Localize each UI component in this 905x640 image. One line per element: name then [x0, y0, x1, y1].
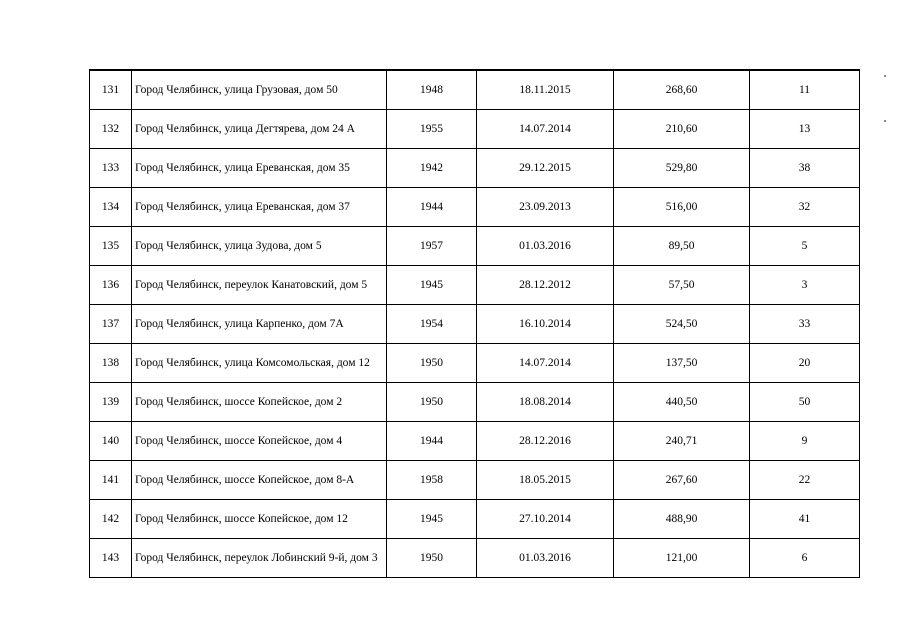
row-area: 524,50 [614, 305, 750, 344]
row-year: 1950 [387, 539, 477, 578]
row-number: 131 [90, 70, 132, 110]
row-date: 23.09.2013 [477, 188, 614, 227]
row-address: Город Челябинск, шоссе Копейское, дом 12 [132, 500, 387, 539]
row-count: 22 [750, 461, 860, 500]
row-number: 135 [90, 227, 132, 266]
table-row [90, 539, 860, 578]
row-date: 29.12.2015 [477, 149, 614, 188]
row-date: 28.12.2012 [477, 266, 614, 305]
scan-speck [884, 75, 886, 77]
table-row [90, 461, 860, 500]
row-date: 28.12.2016 [477, 422, 614, 461]
table-row [90, 383, 860, 422]
row-year: 1942 [387, 149, 477, 188]
row-year: 1948 [387, 70, 477, 110]
row-count: 50 [750, 383, 860, 422]
row-number: 139 [90, 383, 132, 422]
row-count: 41 [750, 500, 860, 539]
row-number: 142 [90, 500, 132, 539]
row-address: Город Челябинск, шоссе Копейское, дом 2 [132, 383, 387, 422]
row-area: 137,50 [614, 344, 750, 383]
row-number: 132 [90, 110, 132, 149]
row-date: 01.03.2016 [477, 227, 614, 266]
row-address: Город Челябинск, улица Ереванская, дом 35 [132, 149, 387, 188]
row-count: 5 [750, 227, 860, 266]
row-year: 1944 [387, 422, 477, 461]
table-row [90, 422, 860, 461]
row-area: 210,60 [614, 110, 750, 149]
row-number: 138 [90, 344, 132, 383]
table-row [90, 188, 860, 227]
row-number: 134 [90, 188, 132, 227]
row-number: 136 [90, 266, 132, 305]
row-count: 33 [750, 305, 860, 344]
row-address: Город Челябинск, переулок Лобинский 9-й, дом 3 [132, 539, 387, 578]
row-number: 141 [90, 461, 132, 500]
row-count: 20 [750, 344, 860, 383]
table-row [90, 500, 860, 539]
row-area: 267,60 [614, 461, 750, 500]
row-area: 516,00 [614, 188, 750, 227]
row-count: 3 [750, 266, 860, 305]
row-area: 440,50 [614, 383, 750, 422]
row-year: 1945 [387, 266, 477, 305]
table-row [90, 344, 860, 383]
row-date: 01.03.2016 [477, 539, 614, 578]
row-year: 1955 [387, 110, 477, 149]
row-date: 16.10.2014 [477, 305, 614, 344]
row-area: 240,71 [614, 422, 750, 461]
table-row [90, 70, 860, 110]
row-date: 18.11.2015 [477, 70, 614, 110]
row-address: Город Челябинск, улица Комсомольская, дом 12 [132, 344, 387, 383]
row-year: 1957 [387, 227, 477, 266]
table-row [90, 227, 860, 266]
row-date: 27.10.2014 [477, 500, 614, 539]
row-year: 1954 [387, 305, 477, 344]
row-address: Город Челябинск, шоссе Копейское, дом 8-А [132, 461, 387, 500]
row-date: 14.07.2014 [477, 110, 614, 149]
row-date: 14.07.2014 [477, 344, 614, 383]
row-year: 1945 [387, 500, 477, 539]
scan-speck [884, 120, 886, 122]
row-year: 1950 [387, 344, 477, 383]
row-address: Город Челябинск, переулок Канатовский, дом 5 [132, 266, 387, 305]
table-row [90, 149, 860, 188]
row-address: Город Челябинск, улица Карпенко, дом 7А [132, 305, 387, 344]
row-address: Город Челябинск, улица Дегтярева, дом 24 А [132, 110, 387, 149]
row-number: 143 [90, 539, 132, 578]
row-number: 140 [90, 422, 132, 461]
row-count: 11 [750, 70, 860, 110]
row-address: Город Челябинск, улица Грузовая, дом 50 [132, 70, 387, 110]
row-count: 13 [750, 110, 860, 149]
row-number: 133 [90, 149, 132, 188]
table-body [90, 70, 860, 578]
row-area: 488,90 [614, 500, 750, 539]
row-year: 1944 [387, 188, 477, 227]
row-count: 9 [750, 422, 860, 461]
row-count: 32 [750, 188, 860, 227]
row-date: 18.08.2014 [477, 383, 614, 422]
row-year: 1958 [387, 461, 477, 500]
table-row [90, 305, 860, 344]
row-address: Город Челябинск, улица Зудова, дом 5 [132, 227, 387, 266]
row-area: 57,50 [614, 266, 750, 305]
row-count: 38 [750, 149, 860, 188]
row-date: 18.05.2015 [477, 461, 614, 500]
housing-table [89, 69, 860, 578]
table-row [90, 110, 860, 149]
row-area: 89,50 [614, 227, 750, 266]
row-count: 6 [750, 539, 860, 578]
row-area: 268,60 [614, 70, 750, 110]
row-year: 1950 [387, 383, 477, 422]
row-address: Город Челябинск, улица Ереванская, дом 37 [132, 188, 387, 227]
row-address: Город Челябинск, шоссе Копейское, дом 4 [132, 422, 387, 461]
row-area: 529,80 [614, 149, 750, 188]
table-row [90, 266, 860, 305]
row-area: 121,00 [614, 539, 750, 578]
row-number: 137 [90, 305, 132, 344]
